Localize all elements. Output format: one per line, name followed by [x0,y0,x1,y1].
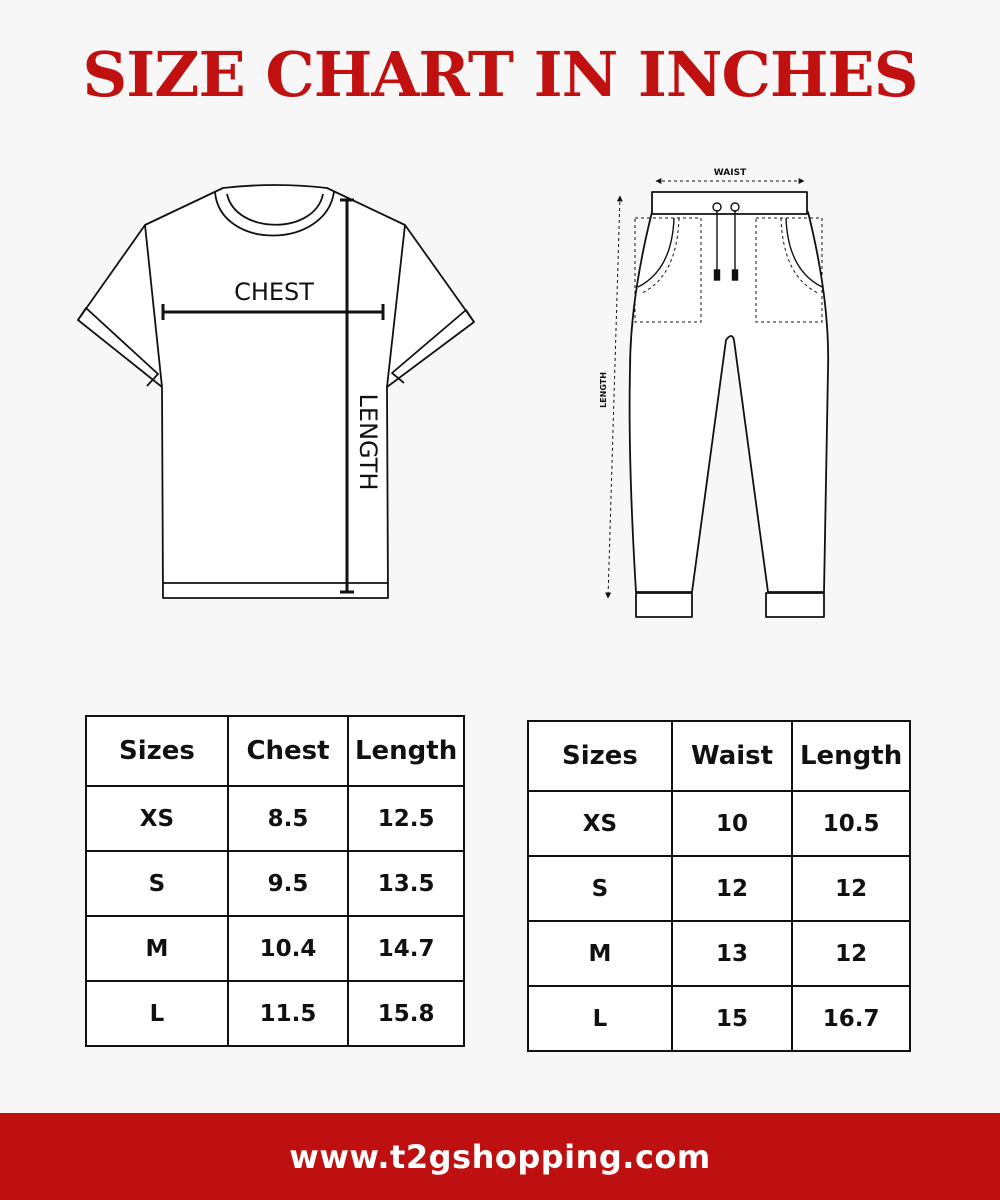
pants-drawstring-tip-left [715,270,720,280]
tshirt-diagram [70,180,490,610]
length-cell: 12.5 [348,786,464,851]
pants-diagram [590,160,840,630]
size-cell: S [86,851,228,916]
pants-waistband [652,192,807,214]
length-cell: 13.5 [348,851,464,916]
waist-label: WAIST [713,168,747,178]
pants-drawstring-tip-right [733,270,738,280]
table-row [86,786,464,851]
length-cell: 15.8 [348,981,464,1046]
waist-cell: 10 [672,791,792,856]
header-cell: Length [792,721,910,791]
table-header-row [528,721,910,791]
length-cell: 16.7 [792,986,910,1051]
size-cell: L [528,986,672,1051]
shirt-size-table [85,715,465,1047]
size-cell: XS [528,791,672,856]
size-cell: L [86,981,228,1046]
pants-left-cuff [636,593,692,617]
website-url[interactable]: www.t2gshopping.com [289,1137,711,1176]
table-row [86,981,464,1046]
tshirt-outline [78,185,474,598]
header-cell: Length [348,716,464,786]
table-row [528,921,910,986]
length-cell: 12 [792,856,910,921]
chest-label: CHEST [234,278,314,306]
waist-cell: 15 [672,986,792,1051]
table-row [528,856,910,921]
length-cell: 14.7 [348,916,464,981]
table-row [86,916,464,981]
size-cell: M [86,916,228,981]
size-cell: S [528,856,672,921]
pants-length-measure-line [608,196,620,598]
length-cell: 10.5 [792,791,910,856]
size-cell: M [528,921,672,986]
table-row [86,851,464,916]
chest-cell: 9.5 [228,851,348,916]
waist-cell: 13 [672,921,792,986]
footer-banner [0,1113,1000,1200]
chest-cell: 8.5 [228,786,348,851]
header-cell: Sizes [86,716,228,786]
header-cell: Sizes [528,721,672,791]
header-cell: Chest [228,716,348,786]
page-title: SIZE CHART IN INCHES [82,38,918,111]
header-cell: Waist [672,721,792,791]
pants-length-label: LENGTH [599,372,608,408]
length-label: LENGTH [354,393,382,491]
chest-cell: 11.5 [228,981,348,1046]
chest-cell: 10.4 [228,916,348,981]
length-cell: 12 [792,921,910,986]
table-row [528,986,910,1051]
waist-cell: 12 [672,856,792,921]
size-cell: XS [86,786,228,851]
table-row [528,791,910,856]
table-header-row [86,716,464,786]
pants-size-table [527,720,911,1052]
pants-right-cuff [766,593,824,617]
